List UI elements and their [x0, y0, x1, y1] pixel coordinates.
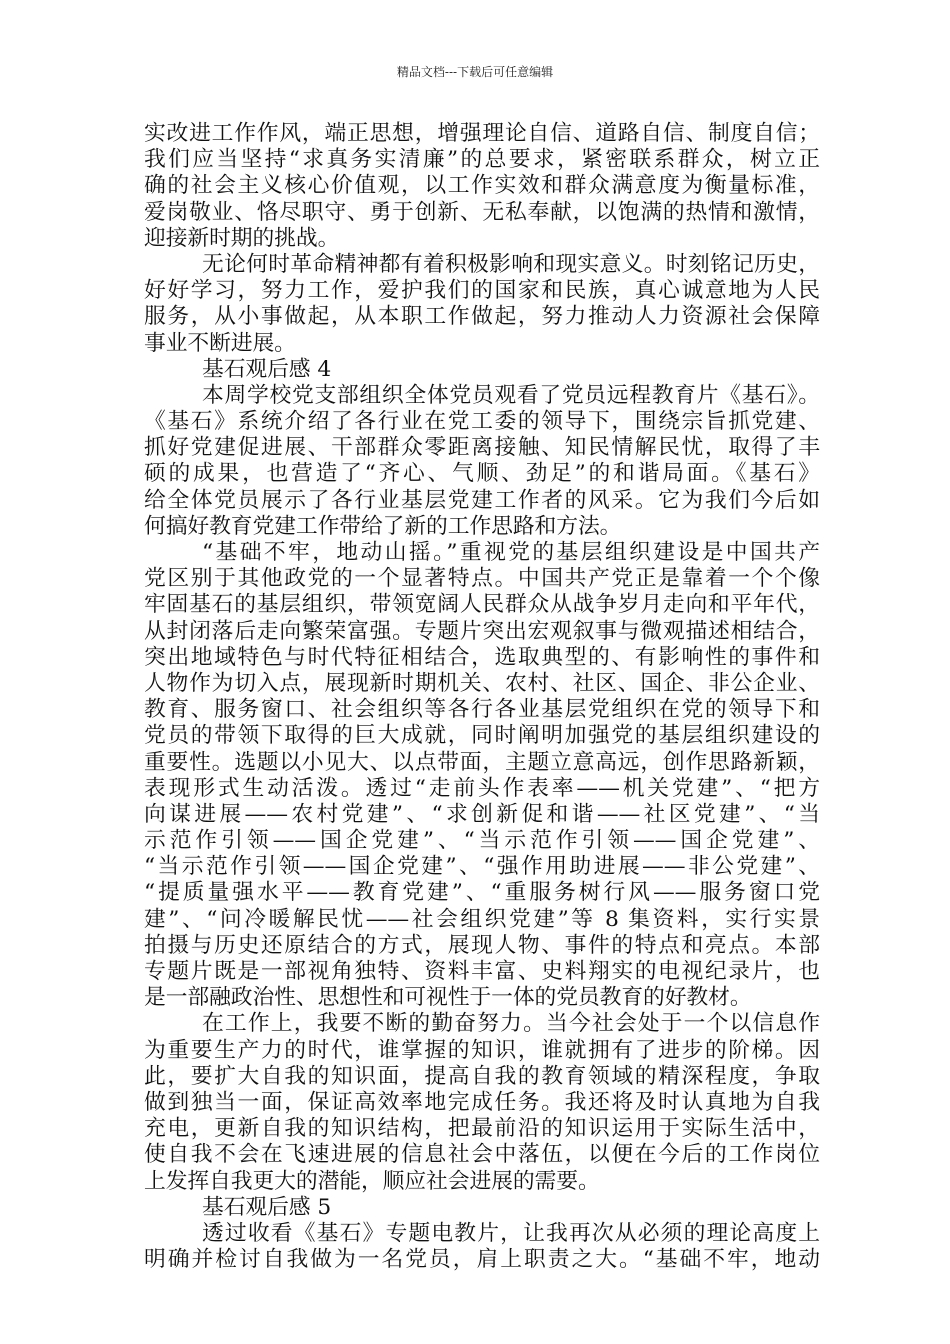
text-line: 示范作引领——国企党建”、“当示范作引领——国企党建”、 — [144, 828, 820, 854]
text-line: 表现形式生动活泼。透过“走前头作表率——机关党建”、“把方 — [144, 775, 820, 801]
text-line: 好好学习，努力工作，爱护我们的国家和民族，真心诚意地为人民 — [144, 278, 820, 304]
text-line: 牢固基石的基层组织，带领宽阔人民群众从战争岁月走向和平年代， — [144, 592, 820, 618]
text-line: 人物作为切入点，展现新时期机关、农村、社区、国企、非公企业、 — [144, 670, 820, 696]
text-line: 透过收看《基石》专题电教片，让我再次从必须的理论高度上 — [202, 1220, 820, 1246]
document-body — [144, 121, 820, 1273]
text-line: “基础不牢，地动山摇。”重视党的基层组织建设是中国共产 — [202, 540, 820, 565]
text-line: 党区别于其他政党的一个显著特点。中国共产党正是靠着一个个像 — [144, 566, 820, 592]
text-line: 本周学校党支部组织全体党员观看了党员远程教育片《基石》。 — [202, 382, 820, 408]
text-line: 党员的带领下取得的巨大成就，同时阐明加强党的基层组织建设的 — [144, 723, 820, 749]
text-line: 此，要扩大自我的知识面，提高自我的教育领域的精深程度，争取 — [144, 1063, 820, 1089]
text-line: 从封闭落后走向繁荣富强。专题片突出宏观叙事与微观描述相结合， — [144, 618, 820, 644]
text-line: 事业不断进展。 — [144, 330, 296, 356]
text-line: 明确并检讨自我做为一名党员，肩上职责之大。“基础不牢，地动 — [144, 1247, 820, 1273]
text-line: 抓好党建促进展、干部群众零距离接触、知民情解民忧，取得了丰 — [144, 435, 820, 461]
text-line: 给全体党员展示了各行业基层党建工作者的风采。它为我们今后如 — [144, 487, 820, 513]
text-line: 拍摄与历史还原结合的方式，展现人物、事件的特点和亮点。本部 — [144, 932, 820, 958]
text-line: 向谋进展——农村党建”、“求创新促和谐——社区党建”、“当 — [144, 801, 820, 827]
text-line: 做到独当一面，保证高效率地完成任务。我还将及时认真地为自我 — [144, 1089, 820, 1115]
text-line: 何搞好教育党建工作带给了新的工作思路和方法。 — [144, 513, 622, 539]
text-line: 无论何时革命精神都有着积极影响和现实意义。时刻铭记历史， — [202, 251, 820, 277]
text-line: “提质量强水平——教育党建”、“重服务树行风——服务窗口党 — [144, 880, 820, 906]
page-header: 精品文档---下载后可任意编辑 — [396, 65, 554, 79]
text-line: 建”、“问冷暖解民忧——社会组织党建”等 8 集资料，实行实景 — [144, 906, 820, 932]
text-line: 爱岗敬业、恪尽职守、勇于创新、无私奉献，以饱满的热情和激情， — [144, 199, 820, 225]
text-line: 充电，更新自我的知识结构，把最前沿的知识运用于实际生活中， — [144, 1116, 820, 1142]
text-line: 使自我不会在飞速进展的信息社会中落伍，以便在今后的工作岗位 — [144, 1142, 820, 1168]
text-line: 上发挥自我更大的潜能，顺应社会进展的需要。 — [144, 1168, 600, 1194]
section-heading: 基石观后感 4 — [202, 356, 332, 382]
text-line: 硕的成果，也营造了“齐心、气顺、劲足”的和谐局面。《基石》 — [144, 461, 820, 487]
text-line: “当示范作引领——国企党建”、“强作用助进展——非公党建”、 — [144, 854, 820, 880]
text-line: 为重要生产力的时代，谁掌握的知识，谁就拥有了进步的阶梯。因 — [144, 1037, 820, 1063]
text-line: 我们应当坚持“求真务实清廉”的总要求，紧密联系群众，树立正 — [144, 147, 820, 173]
text-line: 《基石》系统介绍了各行业在党工委的领导下，围绕宗旨抓党建、 — [144, 409, 820, 435]
text-line: 专题片既是一部视角独特、资料丰富、史料翔实的电视纪录片，也 — [144, 959, 820, 984]
text-line: 确的社会主义核心价值观，以工作实效和群众满意度为衡量标准， — [144, 173, 820, 199]
text-line: 迎接新时期的挑战。 — [144, 225, 340, 251]
text-line: 实改进工作作风，端正思想，增强理论自信、道路自信、制度自信； — [144, 121, 820, 146]
text-line: 在工作上，我要不断的勤奋努力。当今社会处于一个以信息作 — [202, 1011, 820, 1037]
text-line: 突出地域特色与时代特征相结合，选取典型的、有影响性的事件和 — [144, 644, 820, 670]
section-heading: 基石观后感 5 — [202, 1194, 332, 1220]
text-line: 重要性。选题以小见大、以点带面，主题立意高远，创作思路新颖， — [144, 749, 820, 775]
text-line: 服务，从小事做起，从本职工作做起，努力推动人力资源社会保障 — [144, 304, 820, 330]
text-line: 教育、服务窗口、社会组织等各行各业基层党组织在党的领导下和 — [144, 697, 820, 723]
text-line: 是一部融政治性、思想性和可视性于一体的党员教育的好教材。 — [144, 985, 752, 1011]
